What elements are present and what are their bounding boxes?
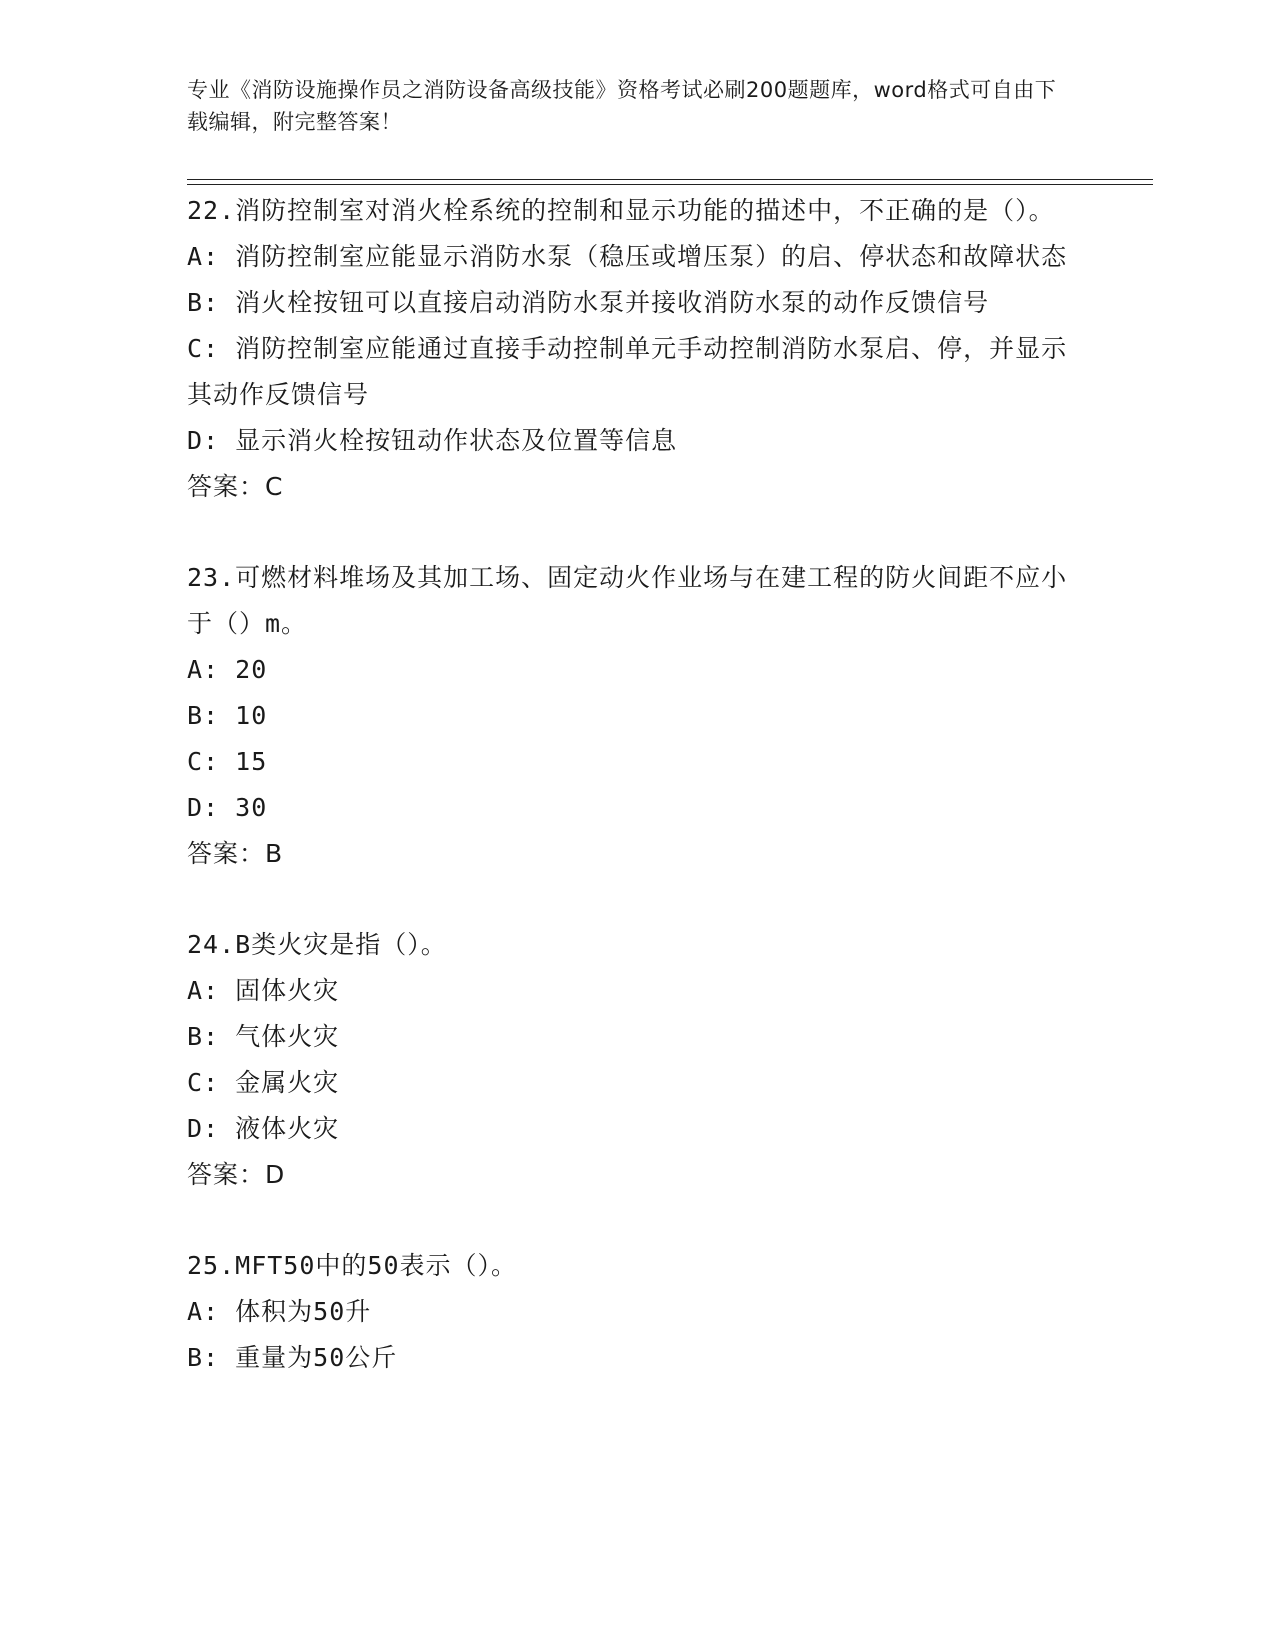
question-23 xyxy=(187,555,1087,877)
option-c: C: 15 xyxy=(187,747,268,776)
question-24 xyxy=(187,922,1087,1198)
answer-label: 答案： xyxy=(187,839,266,868)
option-b: B: 10 xyxy=(187,701,268,730)
question-25 xyxy=(187,1243,1087,1381)
option-d: D: 显示消火栓按钮动作状态及位置等信息 xyxy=(187,426,678,455)
answer-line xyxy=(187,464,1087,510)
option-b: B: 气体火灾 xyxy=(187,1022,340,1051)
option-c: C: 金属火灾 xyxy=(187,1068,340,1097)
option-b: B: 重量为50公斤 xyxy=(187,1343,398,1372)
option-a: A: 体积为50升 xyxy=(187,1297,372,1326)
question-stem: 22.消防控制室对消火栓系统的控制和显示功能的描述中，不正确的是（）。 xyxy=(187,196,1055,225)
question-stem: 25.MFT50中的50表示（）。 xyxy=(187,1251,518,1280)
option-b: B: 消火栓按钮可以直接启动消防水泵并接收消防水泵的动作反馈信号 xyxy=(187,288,990,317)
question-22 xyxy=(187,188,1087,510)
option-c: C: 消防控制室应能通过直接手动控制单元手动控制消防水泵启、停，并显示其动作反馈信号 xyxy=(187,334,1068,409)
option-a: A: 20 xyxy=(187,655,268,684)
answer-line xyxy=(187,1152,1087,1198)
header-intro-text: 专业《消防设施操作员之消防设备高级技能》资格考试必刷200题题库，word格式可自由下载编辑，附完整答案！ xyxy=(187,78,1057,134)
answer-line xyxy=(187,831,1087,877)
answer-label: 答案： xyxy=(187,1160,266,1189)
question-stem: 24.B类火灾是指（）。 xyxy=(187,930,447,959)
header-divider-bottom xyxy=(187,184,1153,185)
question-list xyxy=(187,188,1087,1381)
option-d: D: 30 xyxy=(187,793,268,822)
option-d: D: 液体火灾 xyxy=(187,1114,340,1143)
answer-label: 答案： xyxy=(187,472,266,501)
answer-value: C xyxy=(265,472,284,501)
header-divider-top xyxy=(187,179,1153,180)
document-header xyxy=(187,74,1067,138)
option-a: A: 固体火灾 xyxy=(187,976,340,1005)
answer-value: B xyxy=(265,839,284,868)
answer-value: D xyxy=(265,1160,286,1189)
question-stem: 23.可燃材料堆场及其加工场、固定动火作业场与在建工程的防火间距不应小于（）m。 xyxy=(187,563,1068,638)
option-a: A: 消防控制室应能显示消防水泵（稳压或增压泵）的启、停状态和故障状态 xyxy=(187,242,1068,271)
